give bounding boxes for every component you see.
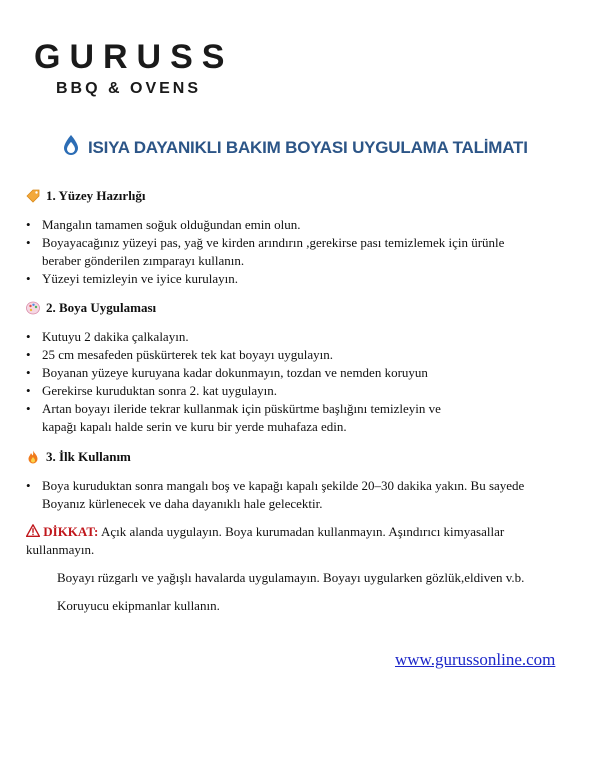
section-1-heading: 1. Yüzey Hazırlığı xyxy=(46,188,146,203)
section-heading-first-use xyxy=(26,449,131,465)
brand-logo xyxy=(34,40,264,98)
warning-line-3: Koruyucu ekipmanlar kullanın. xyxy=(57,598,220,613)
tag-icon xyxy=(26,189,40,203)
section-2-heading: 2. Boya Uygulaması xyxy=(46,300,157,315)
warning-label: DİKKAT: xyxy=(43,524,99,539)
list-item: • Boya kuruduktan sonra mangalı boş ve kapağı kapalı şekilde 20–30 dakika yakın. Bu sayede Boyanız kürlenecek ve daha dayanıklı hale gelecektir. xyxy=(24,477,564,513)
logo-sub-text: BBQ & OVENS xyxy=(56,80,202,97)
list-item: • Boyayacağınız yüzeyi pas, yağ ve kirden arındırın ,gerekirse pası temizlemek için ürünle beraber gönderilen zımparayı kullanın. xyxy=(24,234,542,270)
section-2-list xyxy=(24,328,564,436)
section-1-list xyxy=(24,216,564,288)
list-item: • Gerekirse kuruduktan sonra 2. kat uygulayın. xyxy=(24,382,564,400)
section-heading-surface-prep xyxy=(26,188,146,204)
list-item: • Mangalın tamamen soğuk olduğundan emin olun. xyxy=(24,216,564,234)
list-item: • 25 cm mesafeden püskürterek tek kat boyayı uygulayın. xyxy=(24,346,564,364)
flame-icon xyxy=(26,450,40,464)
list-item: • Kutuyu 2 dakika çalkalayın. xyxy=(24,328,564,346)
section-heading-paint-application xyxy=(26,300,156,316)
list-item: • Boyanan yüzeye kuruyana kadar dokunmayın, tozdan ve nemden koruyun xyxy=(24,364,564,382)
warning-icon xyxy=(26,524,43,539)
warning-text: Açık alanda uygulayın. Boya kurumadan kullanmayın. Aşındırıcı kimyasallar kullanmayın. xyxy=(26,524,505,557)
warning-line-2: Boyayı rüzgarlı ve yağışlı havalarda uygulamayın. Boyayı uygularken gözlük,eldiven v.b. xyxy=(57,570,525,585)
warning-paragraph xyxy=(26,523,566,559)
title-text: ISIYA DAYANIKLI BAKIM BOYASI UYGULAMA TALİMATI xyxy=(88,137,528,157)
palette-icon xyxy=(26,301,40,315)
list-item: • Artan boyayı ileride tekrar kullanmak için püskürtme başlığını temizleyin ve kapağı kapalı halde serin ve kuru bir yerde muhafaza edin. xyxy=(24,400,472,436)
section-3-heading: 3. İlk Kullanım xyxy=(46,449,131,464)
website-link[interactable]: www.gurussonline.com xyxy=(395,650,556,669)
water-drop-icon xyxy=(62,134,80,161)
document-title xyxy=(62,134,582,161)
section-3-list xyxy=(24,477,564,513)
logo-main-text: GURUSS xyxy=(34,38,234,76)
list-item: • Yüzeyi temizleyin ve iyice kurulayın. xyxy=(24,270,564,288)
